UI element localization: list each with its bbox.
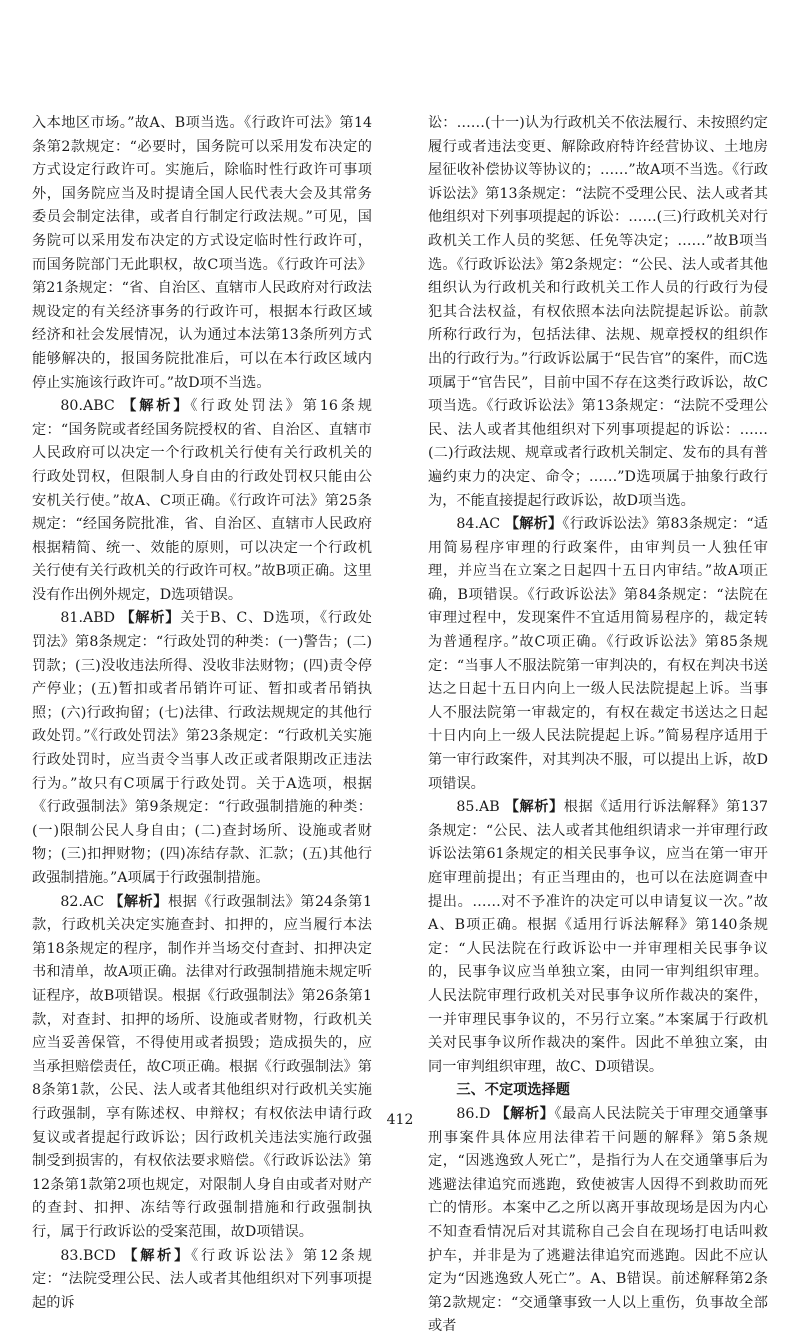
answer-letters: ABD: [82, 610, 116, 627]
answer-paragraph: [428, 796, 768, 1079]
answer-letters: ABC: [82, 398, 115, 415]
answer-paragraph: [32, 112, 372, 395]
paragraph-text: 根据《适用行诉法解释》第137条规定：“公民、法人或者其他组织请求一并审理行政诉讼法第61条规定的相关民事争议，应当在第一审开庭审理前提出；有正当理由的，也可以在法庭调查中提出。……对不予准许的决定可以申请复议一次。”故A、B项正确。根据《适用行诉法解释》第140条规定：“人民法院在行政诉讼中一并审理相关民事争议的，民事争议应当单独立案，由同一审判组织审理。人民法院审理行政机关对民事争议所作裁决的案件，一并审理民事争议的，不另行立案。”本案属于行政机关对民事争议所作裁决的案件。因此不单独立案，由同一审判组织审理，故C、D项错误。: [428, 799, 768, 1075]
analysis-tag: 【解析】: [123, 1247, 192, 1264]
answer-paragraph: [428, 112, 768, 513]
analysis-tag: 【解析】: [504, 516, 563, 533]
paragraph-text: 《行政诉讼法》第12条规定：“法院受理公民、法人或者其他组织对下列事项提起的诉: [32, 1247, 372, 1311]
question-number: 85.: [456, 799, 479, 816]
question-number: 81.: [60, 610, 83, 627]
paragraph-text: 关于B、C、D选项，《行政处罚法》第8条规定：“行政处罚的种类：(一)警告；(二)罚款；(三)没收违法所得、没收非法财物；(四)责令停产停业；(五)暂扣或者吊销许可证、暂扣或者吊销执照；(六)行政拘留；(七)法律、行政法规规定的其他行政处罚。”《行政处罚法》第23条规定：“行政机关实施行政处罚时，应当责令当事人改正或者限期改正违法行为。”故只有C项属于行政处罚。关于A选项，根据《行政强制法》第9条规定：“行政强制措施的种类：(一)限制公民人身自由；(二)查封场所、设施或者财物；(三)扣押财物；(四)冻结存款、汇款；(五)其他行政强制措施。”A项属于行政强制措施。: [32, 610, 372, 886]
answer-paragraph: [32, 395, 372, 607]
answer-paragraph: [428, 1103, 768, 1339]
right-column: [428, 112, 768, 1339]
analysis-tag: 【解析】: [120, 610, 181, 627]
answer-letters: AB: [478, 799, 500, 816]
paragraph-text: 《行政诉讼法》第83条规定：“适用简易程序审理的行政案件，由审判员一人独任审理，并应当在立案之日起四十五日内审结。”故A项正确，B项错误。《行政诉讼法》第84条规定：“法院在审理过程中，发现案件不宜适用简易程序的，裁定转为普通程序。”故C项正确。《行政诉讼法》第85条规定：“当事人不服法院第一审判决的，有权在判决书送达之日起十五日内向上一级人民法院提起上诉。当事人不服法院第一审裁定的，有权在裁定书送达之日起十日内向上一级人民法院提起上诉。”简易程序适用于第一审行政案件，对其判决不服，可以提出上诉，故D项错误。: [428, 516, 768, 792]
answer-letters: AC: [82, 893, 105, 910]
paragraph-text: 入本地区市场。”故A、B项当选。《行政许可法》第14条第2款规定：“必要时，国务院可以采用发布决定的方式设定行政许可。实施后，除临时性行政许可事项外，国务院应当及时提请全国人民代表大会及其常务委员会制定法律，或者自行制定行政法规。”可见，国务院可以采用发布决定的方式设定临时性行政许可，而国务院部门无此职权，故C项当选。《行政许可法》第21条规定：“省、自治区、直辖市人民政府对行政法规设定的有关经济事务的行政许可，根据本行政区域经济和社会发展情况，认为通过本法第13条所列方式能够解决的，报国务院批准后，可以在本行政区域内停止实施该行政许可。”故D项不当选。: [32, 115, 372, 391]
analysis-tag: 【解析】: [495, 1105, 555, 1122]
analysis-tag: 【解析】: [109, 893, 168, 910]
paragraph-text: 讼：……(十一)认为行政机关不依法履行、未按照约定履行或者违法变更、解除政府特许经营协议、土地房屋征收补偿协议等协议的；……”故A项不当选。《行政诉讼法》第13条规定：“法院不受理公民、法人或者其他组织对下列事项提起的诉讼：……(三)行政机关对行政机关工作人员的奖惩、任免等决定；……”故B项当选。《行政诉讼法》第2条规定：“公民、法人或者其他组织认为行政机关和行政机关工作人员的行政行为侵犯其合法权益，有权依照本法向法院提起诉讼。前款所称行政行为，包括法律、法规、规章授权的组织作出的行政行为。”行政诉讼属于“民告官”的案件，而C选项属于“官告民”，目前中国不存在这类行政诉讼，故C项当选。《行政诉讼法》第13条规定：“法院不受理公民、法人或者其他组织对下列事项提起的诉讼：……(二)行政法规、规章或者行政机关制定、发布的具有普遍约束力的决定、命令；……”D选项属于抽象行政行为，不能直接提起行政诉讼，故D项当选。: [428, 115, 768, 509]
question-number: 86.: [456, 1105, 479, 1122]
paragraph-text: 《最高人民法院关于审理交通肇事刑事案件具体应用法律若干问题的解释》第5条规定，“因逃逸致人死亡”，是指行为人在交通肇事后为逃避法律追究而逃跑，致使被害人因得不到救助而死亡的情形。本案中乙之所以离开事故现场是因为内心不知查看情况后对其谎称自己会自在现场打电话叫救护车，并非是为了逃避法律追究而逃跑。因此不应认定为“因逃逸致人死亡”。A、B错误。前述解释第2条第2款规定：“交通肇事致一人以上重伤，负事故全部或者: [428, 1105, 768, 1335]
answer-letters: BCD: [82, 1247, 116, 1264]
question-number: 82.: [60, 893, 83, 910]
answer-paragraph: [32, 891, 372, 1245]
answer-paragraph: [32, 1245, 372, 1316]
answer-paragraph: [428, 513, 768, 796]
question-number: 83.: [60, 1247, 83, 1264]
answer-paragraph: [32, 607, 372, 890]
left-column: [32, 112, 372, 1315]
answer-letters: D: [478, 1105, 491, 1122]
section-heading: 三、不定项选择题: [456, 1082, 570, 1099]
analysis-tag: 【解析】: [504, 799, 564, 816]
paragraph-text: 《行政处罚法》第16条规定：“国务院或者经国务院授权的省、自治区、直辖市人民政府可以决定一个行政机关行使有关行政机关的行政处罚权，但限制人身自由的行政处罚权只能由公安机关行使。”故A、C项正确。《行政许可法》第25条规定：“经国务院批准，省、自治区、直辖市人民政府根据精简、统一、效能的原则，可以决定一个行政机关行使有关行政机关的行政许可权。”故B项正确。这里没有作出例外规定，D选项错误。: [32, 398, 372, 603]
paragraph-text: 根据《行政强制法》第24条第1款，行政机关决定实施查封、扣押的，应当履行本法第18条规定的程序，制作并当场交付查封、扣押决定书和清单，故A项正确。法律对行政强制措施未规定听证程序，故B项错误。根据《行政强制法》第26条第1款，对查封、扣押的场所、设施或者财物，行政机关应当妥善保管，不得使用或者损毁；造成损失的，应当承担赔偿责任，故C项正确。根据《行政强制法》第8条第1款，公民、法人或者其他组织对行政机关实施行政强制，享有陈述权、申辩权；有权依法申请行政复议或者提起行政诉讼；因行政机关违法实施行政强制受到损害的，有权依法要求赔偿。《行政诉讼法》第12条第1款第2项也规定，对限制人身自由或者对财产的查封、扣押、冻结等行政强制措施和行政强制执行，属于行政诉讼的受案范围，故D项错误。: [32, 893, 372, 1240]
analysis-tag: 【解析】: [122, 398, 191, 415]
question-number: 80.: [60, 398, 83, 415]
answer-letters: AC: [478, 516, 501, 533]
question-number: 84.: [456, 516, 479, 533]
page-number: 412: [386, 1112, 414, 1128]
